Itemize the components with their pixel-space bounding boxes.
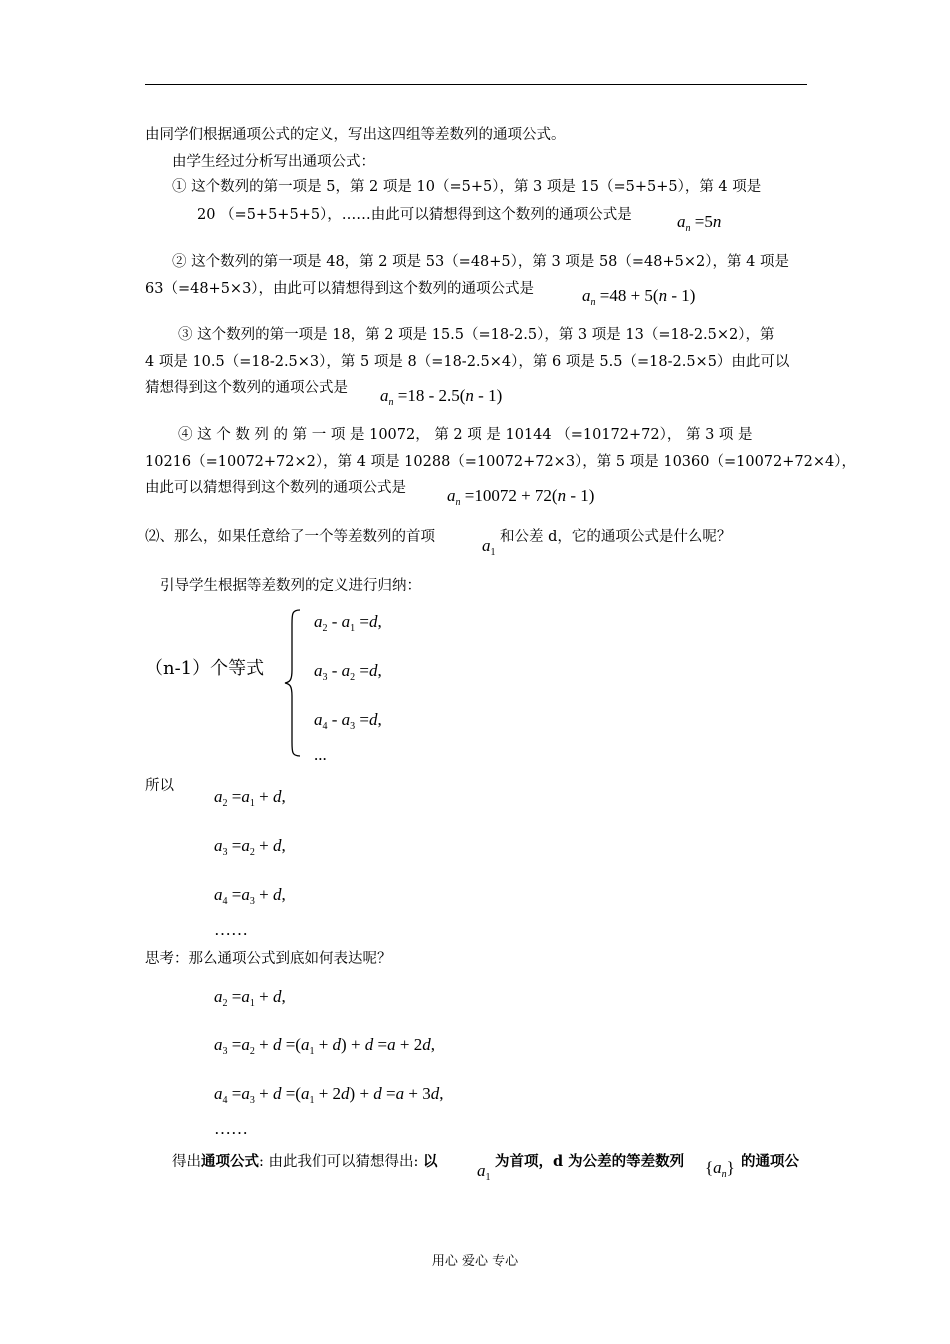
- conclusion-line: [172, 1152, 438, 1172]
- conclusion-bold1: 通项公式: [201, 1153, 259, 1170]
- conclusion-bold3: 为首项，d 为公差的等差数列: [495, 1153, 685, 1170]
- item2-formula: $a_n =48 + 5(n - 1)$: [582, 286, 696, 308]
- item2-line2: 63（=48+5×3），由此可以猜想得到这个数列的通项公式是: [145, 281, 535, 297]
- eq-a2-a1: $a_2 - a_1 =d$,: [314, 612, 382, 634]
- think-eq2: $a_3 =a_2 + d =(a_1 + d) + d =a + 2d$,: [214, 1035, 435, 1057]
- question-after: 和公差 d，它的通项公式是什么呢？: [500, 529, 732, 545]
- n-minus-1-label: （n-1）个等式: [145, 658, 265, 679]
- conclusion-bold4: 的通项公: [741, 1153, 799, 1170]
- conclusion-a1: $a_1$: [477, 1161, 491, 1183]
- question-a1: $a_1$: [482, 536, 496, 558]
- eq-a4-a3: $a_4 - a_3 =d$,: [314, 710, 382, 732]
- item1-line1: ① 这个数列的第一项是 5，第 2 项是 10（=5+5），第 3 项是 15（=5+5+5），第 4 项是: [172, 179, 762, 195]
- item3-line1: ③ 这个数列的第一项是 18，第 2 项是 15.5（=18-2.5），第 3 项是 13（=18-2.5×2），第: [178, 327, 775, 343]
- conclusion-lead: 得出: [172, 1154, 201, 1170]
- page-footer: 用心 爱心 专心: [431, 1254, 519, 1269]
- item4-line3: 由此可以猜想得到这个数列的通项公式是: [145, 480, 406, 496]
- item3-formula: $a_n =18 - 2.5(n - 1)$: [380, 386, 503, 408]
- eq-ellipsis: ...: [314, 745, 327, 764]
- conclusion-bold2: 以: [423, 1153, 438, 1170]
- conclusion-an-set: $\{a_n\}$: [705, 1158, 735, 1180]
- so-label: 所以: [145, 778, 174, 794]
- intro-text: 由同学们根据通项公式的定义，写出这四组等差数列的通项公式。: [145, 127, 566, 143]
- item4-line2: 10216（=10072+72×2），第 4 项是 10288（=10072+72×3），第 5 项是 10360（=10072+72×4），: [145, 454, 856, 470]
- item3-line3: 猜想得到这个数列的通项公式是: [145, 380, 348, 396]
- item1-line2: 20 （=5+5+5+5），……由此可以猜想得到这个数列的通项公式是: [197, 207, 632, 223]
- item3-line2: 4 项是 10.5（=18-2.5×3），第 5 项是 8（=18-2.5×4），第 6 项是 5.5（=18-2.5×5）由此可以: [145, 354, 790, 370]
- item4-line1: ④ 这 个 数 列 的 第 一 项 是 10072， 第 2 项 是 10144 （=10172+72）， 第 3 项 是: [178, 427, 753, 443]
- item4-formula: $a_n =10072 + 72(n - 1)$: [447, 486, 595, 508]
- so-ellipsis: ……: [214, 920, 248, 939]
- think-ellipsis: ……: [214, 1119, 248, 1138]
- so-eq2: $a_3 =a_2 + d$,: [214, 836, 286, 858]
- think-eq3: $a_4 =a_3 + d =(a_1 + 2d) + d =a + 3d$,: [214, 1084, 444, 1106]
- so-eq3: $a_4 =a_3 + d$,: [214, 885, 286, 907]
- left-brace: [282, 608, 304, 758]
- think-eq1: $a_2 =a_1 + d$,: [214, 987, 286, 1009]
- eq-a3-a2: $a_3 - a_2 =d$,: [314, 661, 382, 683]
- think-text: 思考：那么通项公式到底如何表达呢？: [145, 951, 392, 967]
- header-rule: [145, 84, 807, 85]
- item2-line1: ② 这个数列的第一项是 48，第 2 项是 53（=48+5），第 3 项是 58（=48+5×2），第 4 项是: [172, 254, 789, 270]
- question-before: ⑵、那么，如果任意给了一个等差数列的首项: [145, 529, 435, 545]
- so-eq1: $a_2 =a_1 + d$,: [214, 787, 286, 809]
- analysis-text: 由学生经过分析写出通项公式：: [172, 154, 375, 170]
- conclusion-mid: : 由此我们可以猜想得出:: [259, 1154, 423, 1170]
- item1-formula: $a_n =5n$: [677, 212, 722, 234]
- guide-text: 引导学生根据等差数列的定义进行归纳：: [160, 578, 421, 594]
